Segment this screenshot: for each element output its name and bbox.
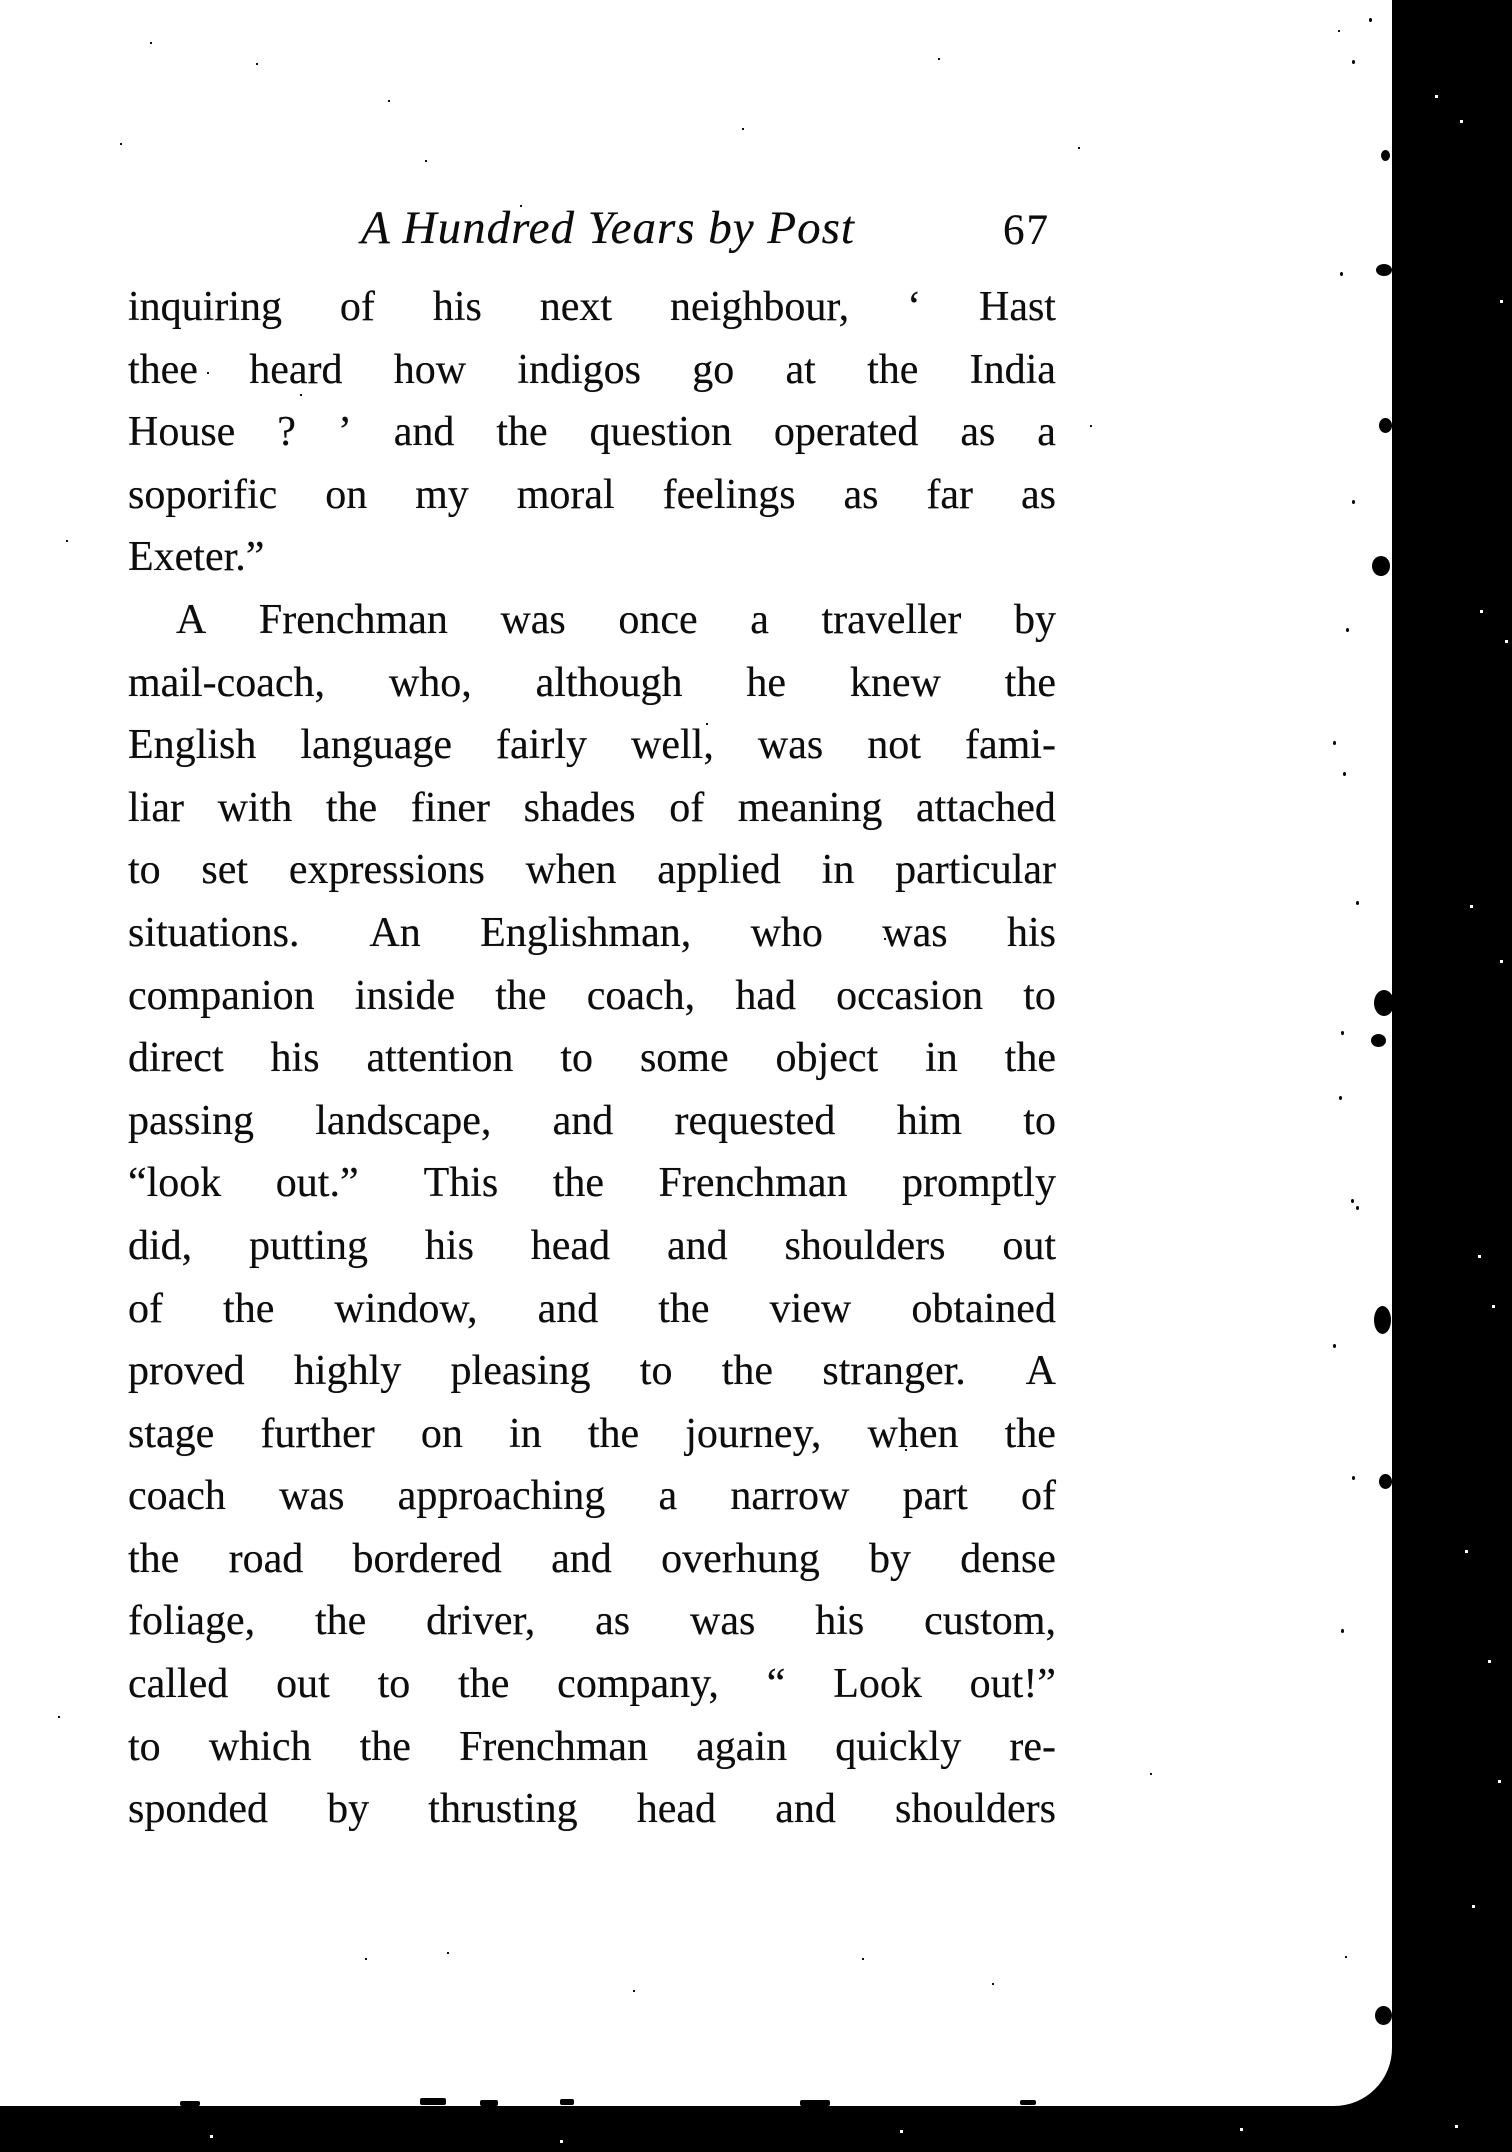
- scan-border-artifact: [1379, 1474, 1392, 1489]
- word: road: [228, 1535, 304, 1582]
- word: the: [496, 409, 548, 456]
- word: House: [128, 409, 236, 456]
- word: at: [785, 346, 816, 393]
- word: far: [926, 471, 974, 518]
- word: direct: [128, 1035, 224, 1082]
- word: although: [535, 659, 683, 706]
- word: and: [551, 1535, 612, 1582]
- word: language: [300, 722, 452, 769]
- word: called: [128, 1661, 229, 1708]
- text-line: [128, 1278, 1056, 1341]
- text-line: [128, 1528, 1056, 1591]
- word: once: [618, 596, 698, 643]
- word: driver,: [426, 1598, 536, 1645]
- text-line: [128, 839, 1056, 902]
- scan-border-artifact: [1020, 2100, 1036, 2105]
- word: the: [325, 784, 378, 831]
- word: feelings: [662, 471, 796, 518]
- word: sponded: [128, 1786, 268, 1833]
- word: “: [766, 1661, 786, 1708]
- word: soporific: [128, 471, 278, 518]
- scan-noise-specks-large: [0, 0, 3, 4]
- word: view: [769, 1285, 852, 1332]
- word: to: [128, 1723, 161, 1770]
- word: pleasing: [450, 1348, 591, 1395]
- word: overhung: [661, 1535, 820, 1582]
- word: narrow: [730, 1473, 850, 1520]
- word: stranger.: [822, 1348, 977, 1395]
- word: approaching: [397, 1473, 606, 1520]
- word: when: [525, 847, 617, 894]
- word: his: [1006, 909, 1056, 956]
- word: mail-coach,: [128, 659, 326, 706]
- word: his: [270, 1035, 320, 1082]
- word: the: [1004, 659, 1056, 706]
- word: the: [359, 1723, 411, 1770]
- word: in: [925, 1035, 958, 1082]
- text-line: [128, 1215, 1056, 1278]
- word: the: [495, 972, 547, 1019]
- word: the: [223, 1285, 275, 1332]
- word: to: [639, 1348, 673, 1395]
- text-line: [128, 1090, 1056, 1153]
- word: was: [690, 1598, 756, 1645]
- word: who: [750, 909, 823, 956]
- word: bordered: [352, 1535, 502, 1582]
- page-number: 67: [1003, 207, 1050, 254]
- word: with: [217, 784, 293, 831]
- word: further: [260, 1410, 375, 1457]
- word: the: [552, 1160, 605, 1207]
- word: and: [552, 1097, 614, 1144]
- word: set: [201, 847, 249, 894]
- page-body: [128, 276, 1056, 1841]
- word: English: [128, 722, 257, 769]
- word: India: [969, 346, 1056, 393]
- word: had: [735, 972, 796, 1019]
- word: stage: [128, 1410, 215, 1457]
- word: and: [666, 1222, 728, 1269]
- word: knew: [849, 659, 941, 706]
- word: him: [896, 1097, 963, 1144]
- word: traveller: [821, 596, 962, 643]
- word: requested: [674, 1097, 836, 1144]
- word: promptly: [901, 1160, 1056, 1207]
- scan-border-artifact: [800, 2100, 830, 2106]
- word: journey,: [685, 1410, 822, 1457]
- word: out: [1002, 1222, 1056, 1269]
- word: by: [1013, 596, 1056, 643]
- word: a: [750, 596, 769, 643]
- word: the: [1004, 1410, 1056, 1457]
- word: landscape,: [315, 1097, 492, 1144]
- word: fairly: [496, 722, 587, 769]
- word: thrusting: [428, 1786, 578, 1833]
- word: ?: [277, 409, 296, 456]
- word: to: [377, 1661, 411, 1708]
- word: An: [369, 909, 421, 956]
- word: moral: [516, 471, 615, 518]
- word: highly: [293, 1348, 402, 1395]
- word: the: [658, 1285, 710, 1332]
- scan-border-artifact: [1379, 418, 1392, 433]
- word: by: [869, 1535, 911, 1582]
- text-line: [128, 1403, 1056, 1466]
- word: a: [658, 1473, 678, 1520]
- text-line: [128, 1340, 1056, 1403]
- word: next: [539, 284, 613, 330]
- word: in: [821, 847, 855, 894]
- word: Look: [833, 1661, 922, 1708]
- text-line: [128, 1027, 1056, 1090]
- scan-border-artifact: [1374, 990, 1394, 1016]
- word: passing: [128, 1097, 254, 1144]
- word: inquiring: [128, 284, 282, 330]
- word: heard: [249, 346, 343, 393]
- text-line: [128, 589, 1056, 652]
- word: dense: [960, 1535, 1056, 1582]
- text-line: [128, 652, 1056, 715]
- scan-border-artifact: [1371, 1034, 1386, 1047]
- word: Hast: [978, 284, 1056, 330]
- word: expressions: [288, 847, 485, 894]
- word: operated: [773, 409, 919, 456]
- text-line: [128, 464, 1056, 527]
- text-line: [128, 1152, 1056, 1215]
- word: a: [1037, 409, 1056, 456]
- word: the: [721, 1348, 774, 1395]
- scan-border-artifact: [1374, 1306, 1391, 1334]
- word: of: [339, 284, 375, 330]
- word: who,: [388, 659, 472, 706]
- text-line: [128, 339, 1056, 402]
- scan-border-artifact: [560, 2099, 574, 2105]
- word: applied: [657, 847, 781, 894]
- word: head: [530, 1222, 611, 1269]
- word: liar: [128, 784, 184, 831]
- word: head: [636, 1786, 717, 1833]
- word: out: [276, 1661, 330, 1708]
- word: some: [639, 1035, 729, 1082]
- word: shoulders: [784, 1222, 946, 1269]
- word: of: [1020, 1473, 1056, 1520]
- word: well,: [631, 722, 714, 769]
- word: the: [587, 1410, 640, 1457]
- text-line: [128, 1465, 1056, 1528]
- text-line: [128, 1590, 1056, 1653]
- scan-border-artifact: [1381, 150, 1390, 161]
- word: Englishman,: [480, 909, 692, 956]
- word: object: [775, 1035, 879, 1082]
- scan-border-artifact: [1375, 2006, 1392, 2025]
- scan-border-artifact: [180, 2101, 200, 2106]
- word: the: [1004, 1035, 1056, 1082]
- word: fami-: [964, 722, 1056, 769]
- scan-border-artifact: [1372, 556, 1390, 576]
- word: Frenchman: [459, 1723, 649, 1770]
- word: go: [692, 346, 735, 393]
- word: finer: [410, 784, 491, 831]
- word: his: [432, 284, 482, 330]
- word: coach: [128, 1473, 226, 1520]
- word: how: [393, 346, 467, 393]
- word: of: [669, 784, 705, 831]
- text-line: [128, 1653, 1056, 1716]
- word: question: [589, 409, 732, 456]
- word: part: [902, 1473, 968, 1520]
- word: window,: [334, 1285, 478, 1332]
- word: to: [128, 847, 161, 894]
- text-line: Exeter.”: [128, 534, 265, 581]
- word: This: [423, 1160, 499, 1207]
- word: and: [393, 409, 455, 456]
- word: indigos: [517, 346, 642, 393]
- word: out.”: [275, 1160, 370, 1207]
- word: custom,: [924, 1598, 1056, 1645]
- word: attention: [366, 1035, 514, 1082]
- word: re-: [1009, 1723, 1056, 1770]
- word: foliage,: [128, 1598, 256, 1645]
- word: companion: [128, 972, 315, 1019]
- word: my: [415, 471, 469, 518]
- word: to: [1023, 972, 1056, 1019]
- word: ’: [337, 409, 352, 456]
- word: company,: [557, 1661, 719, 1708]
- text-line: [128, 714, 1056, 777]
- word: was: [279, 1473, 345, 1520]
- word: the: [128, 1535, 180, 1582]
- word: attached: [916, 784, 1056, 831]
- word: inside: [354, 972, 456, 1019]
- word: the: [867, 346, 919, 393]
- word: was: [500, 596, 566, 643]
- word: Frenchman: [658, 1160, 848, 1207]
- word: Frenchman: [258, 596, 448, 643]
- word: as: [1020, 471, 1056, 518]
- word: to: [1023, 1097, 1056, 1144]
- word: as: [843, 471, 879, 518]
- scan-border-artifact: [1376, 264, 1392, 276]
- word: coach,: [586, 972, 696, 1019]
- word: again: [696, 1723, 788, 1770]
- text-line: [128, 1716, 1056, 1779]
- running-title: A Hundred Years by Post: [361, 202, 855, 254]
- word: situations.: [128, 909, 311, 956]
- word: not: [867, 722, 921, 769]
- page-header: [128, 198, 1056, 262]
- word: his: [424, 1222, 474, 1269]
- word: meaning: [737, 784, 883, 831]
- scan-noise-specks: [0, 0, 2, 2]
- word: in: [509, 1410, 542, 1457]
- word: and: [537, 1285, 599, 1332]
- word: A: [176, 596, 207, 643]
- word: the: [458, 1661, 510, 1708]
- word: out!”: [969, 1661, 1056, 1708]
- word: proved: [128, 1348, 245, 1395]
- word: as: [960, 409, 996, 456]
- word: A: [1025, 1348, 1056, 1395]
- word: of: [128, 1285, 163, 1332]
- word: he: [746, 659, 787, 706]
- text-line: [128, 777, 1056, 840]
- word: shades: [523, 784, 636, 831]
- word: quickly: [835, 1723, 962, 1770]
- word: on: [325, 471, 368, 518]
- word: the: [314, 1598, 367, 1645]
- word: thee: [128, 346, 198, 393]
- word: to: [560, 1035, 594, 1082]
- word: particular: [895, 847, 1056, 894]
- word: neighbour,: [670, 284, 850, 330]
- text-line: [128, 276, 1056, 339]
- scan-border-artifact: [480, 2100, 498, 2106]
- word: “look: [128, 1160, 222, 1207]
- scan-border-artifact: [420, 2098, 446, 2105]
- word: as: [595, 1598, 631, 1645]
- text-line: [128, 401, 1056, 464]
- word: did,: [128, 1222, 193, 1269]
- word: was: [757, 722, 824, 769]
- word: by: [327, 1786, 370, 1833]
- word: and: [775, 1786, 836, 1833]
- word: obtained: [911, 1285, 1056, 1332]
- word: on: [420, 1410, 463, 1457]
- word: when: [867, 1410, 959, 1457]
- word: ‘: [907, 284, 922, 330]
- word: shoulders: [895, 1786, 1056, 1833]
- text-line: [128, 965, 1056, 1028]
- text-line: [128, 902, 1056, 965]
- text-line: [128, 1778, 1056, 1841]
- word: his: [815, 1598, 865, 1645]
- word: putting: [249, 1222, 369, 1269]
- word: which: [208, 1723, 312, 1770]
- word: occasion: [836, 972, 984, 1019]
- word: was: [882, 909, 948, 956]
